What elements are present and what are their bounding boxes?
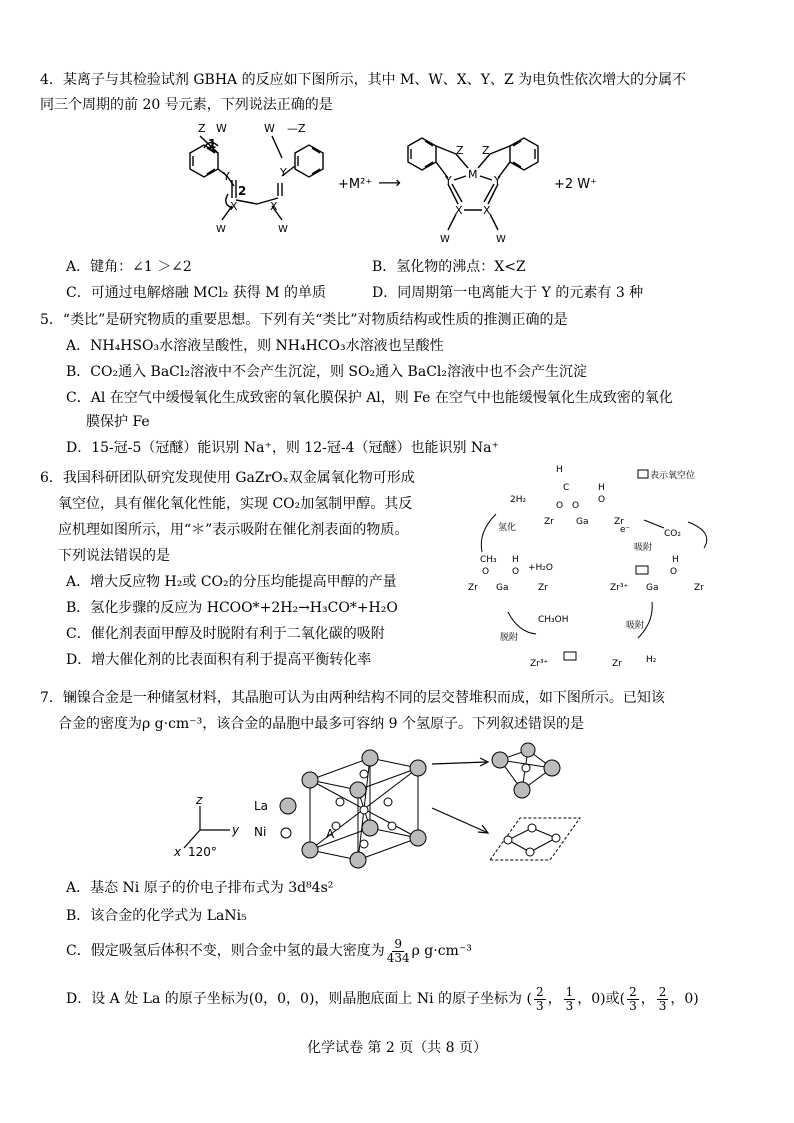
q6-left-ch3: CH₃ [480,555,497,565]
q6-left-ga: Ga [496,583,509,593]
q6-label-methanol: CH₃OH [538,615,569,625]
q4-right-m: M [468,168,478,181]
q4-option-a: A．键角：∠1 ＞∠2 [66,259,192,275]
q6-top-c: C [563,483,570,493]
q6-top-h: H [556,465,563,475]
q6-top-o3: O [598,495,606,505]
q7-stem-line2: 合金的密度为ρ g·cm⁻³，该合金的晶胞中最多可容纳 9 个氢原子。下列叙述错误的是 [58,716,585,732]
q4-arrow: ⟶ [378,173,401,192]
q6-label-2h2: 2H₂ [510,495,527,505]
q6-mechanism-figure [468,462,722,684]
q7-point-a: A [326,827,335,841]
q4-option-d: D．同周期第一电离能大于 Y 的元素有 3 种 [372,285,644,301]
q4-right-w2: W [496,234,506,245]
q7-ni-atom-legend [281,828,291,838]
q4-right-y1: Y [445,174,452,187]
q6-stem-line1: 6．我国科研团队研究发现使用 GaZrOₓ双金属氧化物可形成 [40,470,415,486]
q4-right-w1: W [440,234,450,245]
q7-axis-x: x [174,845,182,859]
q7-angle: 120° [188,845,217,859]
q6-right-ga: Ga [646,583,659,593]
q5-option-c-line2: 膜保护 Fe [86,414,150,430]
q4-label-y2: Y [280,166,287,179]
q4-plus-m: +M²⁺ [338,177,373,192]
q7-option-b: B．该合金的化学式为 LaNi₅ [66,908,247,924]
q6-left-o2: O [512,567,520,577]
q6-top-zr1: Zr [544,517,554,527]
q7-la-atom-legend [280,798,296,814]
q6-right-zr: Zr [694,583,704,593]
q4-label-y1: Y [223,170,230,183]
q4-option-c: C．可通过电解熔融 MCl₂ 获得 M 的单质 [66,285,326,301]
q6-legend-text: 表示氧空位 [650,471,696,481]
q5-option-b: B．CO₂通入 BaCl₂溶液中不会产生沉淀，则 SO₂通入 BaCl₂溶液中也不会产生沉淀 [66,364,587,380]
q4-label-x2: X [270,200,278,213]
q7-option-a: A．基态 Ni 原子的价电子排布式为 3d⁸4s² [66,880,334,896]
q6-option-d: D．增大催化剂的比表面积有利于提高平衡转化率 [66,652,372,668]
q6-label-electron: e⁻ [620,525,631,535]
q4-right-x2: X [483,204,491,217]
q6-top-h2: H [598,483,605,493]
q4-stem-line2: 同三个周期的前 20 号元素，下列说法正确的是 [40,97,333,113]
q6-left-h2o: +H₂O [528,563,554,573]
q6-left-zr2: Zr [538,583,548,593]
q6-stem-line4: 下列说法错误的是 [58,548,170,564]
q7-option-d: D．设 A 处 La 的原子坐标为(0，0，0)，则晶胞底面上 Ni 的原子坐标为 ( $\frac{2}{3}$ ， $\frac{1}{3}$ ，0)或( $\frac{2}{3}$ ， $\frac{2}{3}$ ，0) [66,984,699,1013]
q6-stem-line3: 应机理如图所示，用“＊”表示吸附在催化剂表面的物质。 [58,522,409,538]
q7-axis-z: z [196,793,203,807]
page-footer: 化学试卷 第 2 页（共 8 页） [306,1040,488,1056]
q4-label-w1: W [216,122,227,135]
q4-right-z1: Z [456,144,464,157]
q4-label-w2: W [216,224,226,235]
q4-right-z2: Z [482,144,490,157]
q6-label-adsorb1: 吸附 [634,543,653,553]
q6-option-b: B．氢化步骤的反应为 HCOO*+2H₂→H₃CO*+H₂O [66,600,398,616]
q7-option-c-fraction: $\frac{9}{434}$ [386,936,410,965]
q7-legend-la: La [254,799,269,813]
q6-left-zr1: Zr [468,583,478,593]
q6-label-hydrogenation: 氢化 [498,523,517,533]
q4-label-w4: W [264,122,275,135]
q6-oxygen-vacancy-legend-box [638,470,648,478]
q6-bottom-zr: Zr [612,659,622,669]
q7-stem-line1: 7．镧镍合金是一种储氢材料，其晶胞可认为由两种结构不同的层交替堆积而成，如下图所示。已知该 [40,690,665,706]
q5-option-a: A．NH₄HSO₃水溶液呈酸性，则 NH₄HCO₃水溶液也呈酸性 [66,338,444,354]
q6-top-o1: O [556,501,564,511]
q4-reaction-figure [160,118,620,250]
q4-angle-2: 2 [238,184,247,198]
q7-legend-ni: Ni [254,825,267,839]
q6-right-zr3: Zr³⁺ [610,583,629,593]
q7-option-c-text: C．假定吸氢后体积不变，则合金中氢的最大密度为 [66,943,385,959]
q4-label-w3: W [278,224,288,235]
q4-right-x1: X [455,204,463,217]
q6-right-h: H [672,555,679,565]
q6-top-ga: Ga [576,517,589,527]
q4-label-x1: X [230,200,238,213]
q6-option-c: C．催化剂表面甲醇及时脱附有利于二氧化碳的吸附 [66,626,385,642]
q6-top-o2: O [572,501,580,511]
q6-left-o1: O [482,567,490,577]
q4-stem-line1: 4．某离子与其检验试剂 GBHA 的反应如下图所示，其中 M、W、X、Y、Z 为电负性依次增大的分属不 [40,72,687,88]
q5-option-d: D．15-冠-5（冠醚）能识别 Na⁺，则 12-冠-4（冠醚）也能识别 Na⁺ [66,440,499,456]
q7-crystal-figure [160,740,590,870]
q6-right-o: O [670,567,678,577]
q6-label-desorb: 脱附 [500,633,519,643]
q5-stem: 5．“类比”是研究物质的重要思想。下列有关“类比”对物质结构或性质的推测正确的是 [40,312,568,328]
q7-axis-y: y [232,823,240,837]
q4-plus-w: +2 W⁺ [554,177,598,192]
q7-option-c: C．假定吸氢后体积不变，则合金中氢的最大密度为 $\frac{9}{434}$ ρ g·cm⁻³ [66,936,472,965]
q6-stem-line2: 氧空位，具有催化氧化性能，实现 CO₂加氢制甲醇。其反 [58,496,413,512]
q6-label-h2: H₂ [646,655,657,665]
q4-label-z1: Z [198,122,206,135]
q6-label-co2: CO₂ [664,529,681,539]
q6-top-zr2: Zr [614,517,624,527]
q6-option-a: A．增大反应物 H₂或 CO₂的分压均能提高甲醇的产量 [66,574,397,590]
q6-bottom-zr3: Zr³⁺ [530,659,549,669]
q4-right-y2: Y [494,174,501,187]
q4-label-z2: —Z [287,122,306,135]
q6-label-adsorb2: 吸附 [626,621,645,631]
q4-option-b: B．氢化物的沸点：X<Z [372,259,526,275]
q5-option-c-line1: C．Al 在空气中缓慢氧化生成致密的氧化膜保护 Al，则 Fe 在空气中也能缓慢氧化生成致密的氧化 [66,390,673,406]
q4-angle-1: 1 [208,137,217,151]
q6-left-h: H [512,555,519,565]
